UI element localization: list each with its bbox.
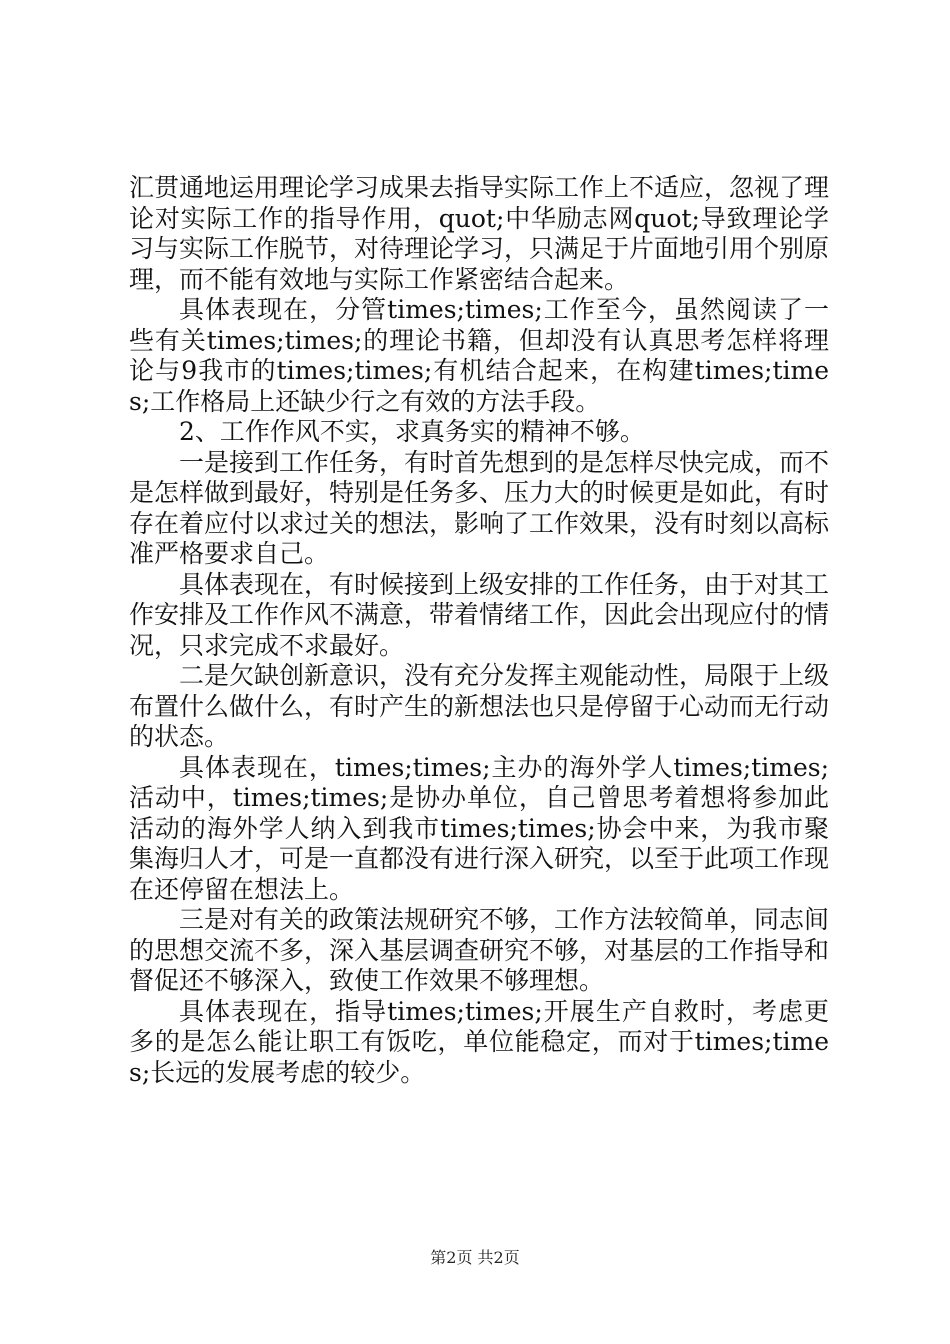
paragraph: 具体表现在，分管times;times;工作至今，虽然阅读了一些有关times;times;的理论书籍，但却没有认真思考怎样将理论与9我市的times;times;有机结合起来，在构建times;times;工作格局上还缺少行之有效的方法手段。 bbox=[129, 295, 829, 416]
paragraph: 具体表现在，有时候接到上级安排的工作任务，由于对其工作安排及工作作风不满意，带着情绪工作，因此会出现应付的情况，只求完成不求最好。 bbox=[129, 569, 830, 660]
paragraph: 具体表现在，指导times;times;开展生产自救时，考虑更多的是怎么能让职工有饭吃，单位能稳定，而对于times;times;长远的发展考虑的较少。 bbox=[129, 996, 829, 1087]
paragraph: 三是对有关的政策法规研究不够，工作方法较简单，同志间的思想交流不多，深入基层调查研究不够，对基层的工作指导和督促还不够深入，致使工作效果不够理想。 bbox=[129, 905, 830, 995]
paragraph: 2、工作作风不实，求真务实的精神不够。 bbox=[179, 417, 645, 446]
paragraph: 汇贯通地运用理论学习成果去指导实际工作上不适应，忽视了理论对实际工作的指导作用，quot;中华励志网quot;导致理论学习与实际工作脱节，对待理论学习，只满足于片面地引用个别原理，而不能有效地与实际工作紧密结合起来。 bbox=[129, 173, 830, 294]
paragraph: 一是接到工作任务，有时首先想到的是怎样尽快完成，而不是怎样做到最好，特别是任务多、压力大的时候更是如此，有时存在着应付以求过关的想法，影响了工作效果，没有时刻以高标准严格要求自己。 bbox=[129, 447, 830, 568]
paragraph: 具体表现在，times;times;主办的海外学人times;times;活动中，times;times;是协办单位，自己曾思考着想将参加此活动的海外学人纳入到我市times;times;协会中来，为我市聚集海归人才，可是一直都没有进行深入研究，以至于此项工作现在还停留在想法上。 bbox=[129, 752, 830, 904]
page-number-footer: 第2页 共2页 bbox=[430, 1248, 520, 1267]
paragraph: 二是欠缺创新意识，没有充分发挥主观能动性，局限于上级布置什么做什么，有时产生的新想法也只是停留于心动而无行动的状态。 bbox=[129, 661, 830, 751]
document-body bbox=[129, 173, 829, 1088]
